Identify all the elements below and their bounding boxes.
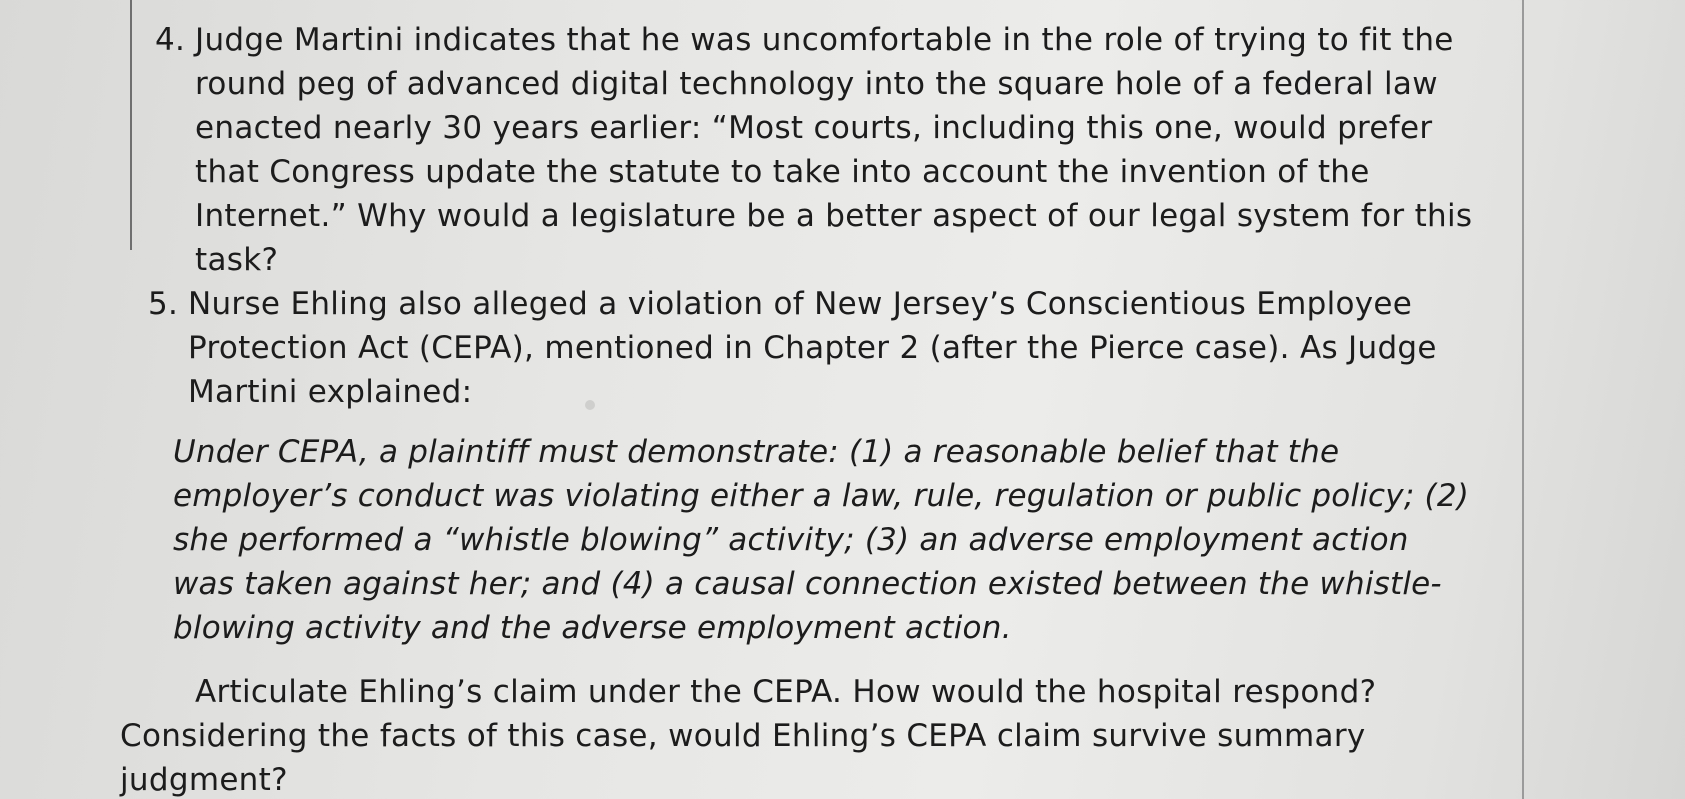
cepa-quote: Under CEPA, a plaintiff must demonstrate: (1) a reasonable belief that the employer’s conduct was violating either a law, rule, regulation or public policy; (2) she performed a “whistle blowing” activity; (3) an adverse employment action was taken against her; and (4) a causal connection existed between the whistle-blowing activity and the adverse employment action.: [173, 434, 1470, 646]
question-4: [155, 18, 1500, 282]
question-number: 5.: [148, 286, 179, 322]
question-5-followup: [120, 670, 1500, 799]
left-margin-rule: [130, 0, 132, 250]
followup-text: Articulate Ehling’s claim under the CEPA. How would the hospital respond? Considering the facts of this case, would Ehling’s CEPA claim survive summary judgment?: [120, 674, 1377, 798]
right-margin-rule: [1522, 0, 1524, 799]
question-text: Judge Martini indicates that he was uncomfortable in the role of trying to fit the round peg of advanced digital technology into the square hole of a federal law enacted nearly 30 years earlier: “Most courts, including this one, would prefer that Congress update the statute to take into account the invention of the Internet.” Why would a legislature be a better aspect of our legal system for this task?: [195, 22, 1473, 278]
question-text: Nurse Ehling also alleged a violation of New Jersey’s Conscientious Employee Protection Act (CEPA), mentioned in Chapter 2 (after the Pierce case). As Judge Martini explained:: [188, 286, 1437, 410]
question-number: 4.: [155, 22, 186, 58]
question-5: [148, 282, 1500, 414]
